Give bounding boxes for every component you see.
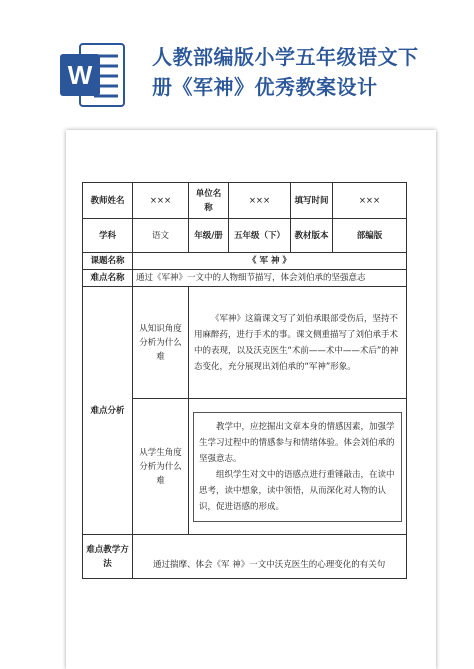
grade-value: 五年级（下） [229,219,291,253]
student-analysis-box [193,412,402,522]
unit-value: ××× [229,183,291,219]
header [0,0,474,120]
topic-label: 课题名称 [83,253,133,270]
subject-label: 学科 [83,219,133,253]
student-angle-label: 从学生角度分析为什么难 [133,399,189,535]
analysis-label: 难点分析 [83,287,133,535]
svg-text:W: W [67,60,93,90]
lesson-table [82,182,407,579]
knowledge-analysis-text: 《军神》这篇课文写了刘伯承眼部受伤后，坚持不用麻醉药，进行手术的事。课文侧重描写了刘伯承手术中的表现，以及沃克医生“术前——术中——术后”的神态变化，充分展现出刘伯承的“军神”形象。 [194,313,399,372]
document-page [66,130,436,669]
teacher-label: 教师姓名 [83,183,133,219]
date-label: 填写时间 [291,183,333,219]
student-analysis-text-2: 组织学生对文中的语感点进行重锤敲击，在读中思考，读中想象，读中领悟，从而深化对人物的认识，促进语感的形成。 [199,469,395,512]
version-value: 部编版 [333,219,407,253]
date-value: ××× [333,183,407,219]
method-label: 难点教学方法 [83,535,133,579]
grade-label: 年级/册 [189,219,229,253]
teacher-value: ××× [133,183,189,219]
difficulty-value: 通过《军神》一文中的人物细节描写，体会刘伯承的坚强意志 [133,270,407,287]
version-label: 教材版本 [291,219,333,253]
subject-value: 语文 [133,219,189,253]
topic-value: 《 军 神 》 [133,253,407,270]
method-text: 通过揣摩、体会《军 神》一文中沃克医生的心理变化的有关句 [133,535,407,579]
knowledge-angle-label: 从知识角度分析为什么难 [133,287,189,399]
document-title [152,42,452,102]
word-icon [58,40,128,110]
student-analysis-text-1: 教学中，应挖掘出文章本身的情感因素，加强学生学习过程中的情感参与和情绪体验。体会刘伯承的坚强意志。 [199,421,395,464]
difficulty-label: 难点名称 [83,270,133,287]
title-line-1: 人教部编版小学五年级语文下 [152,45,419,69]
title-line-2: 册《军神》优秀教案设计 [152,75,378,99]
unit-label: 单位名称 [189,183,229,219]
